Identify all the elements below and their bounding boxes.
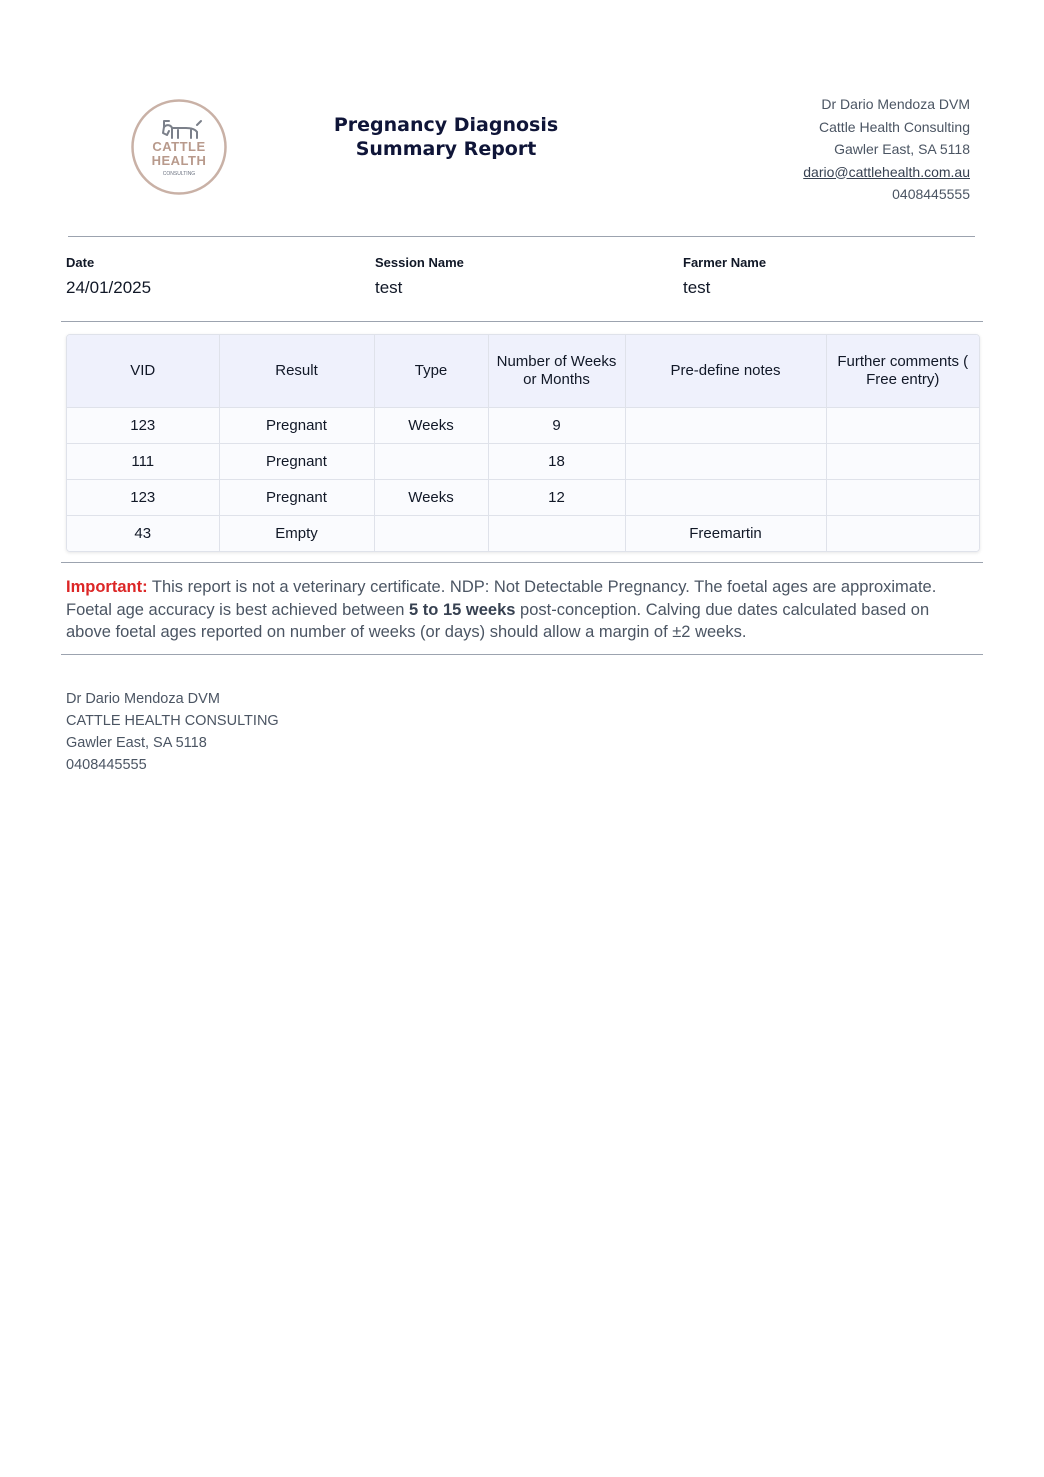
footer-name: Dr Dario Mendoza DVM	[66, 691, 220, 707]
session-name-label: Session Name	[375, 255, 464, 270]
column-header-result: Result	[219, 335, 374, 408]
farmer-name-field	[683, 255, 766, 298]
cell-number: 12	[488, 480, 625, 516]
cell-notes	[625, 444, 826, 480]
important-text-bold: 5 to 15 weeks	[409, 600, 516, 619]
column-header-notes: Pre-define notes	[625, 335, 826, 408]
cell-comments	[826, 408, 979, 444]
report-title-line2: Summary Report	[355, 138, 537, 160]
table-divider	[61, 562, 983, 563]
session-name-field	[375, 255, 464, 298]
results-table	[67, 335, 979, 551]
footer-signature	[66, 688, 279, 776]
footer-phone: 0408445555	[66, 757, 147, 773]
cell-vid: 123	[67, 408, 219, 444]
column-header-vid: VID	[67, 335, 219, 408]
contact-email-link[interactable]: dario@cattlehealth.com.au	[803, 163, 970, 180]
contact-phone: 0408445555	[892, 186, 970, 202]
column-header-type: Type	[374, 335, 488, 408]
report-title-line1: Pregnancy Diagnosis	[333, 114, 559, 136]
cell-type	[374, 516, 488, 552]
cell-comments	[826, 516, 979, 552]
farmer-name-value: test	[683, 278, 711, 297]
important-label: Important:	[66, 578, 148, 596]
cell-result: Pregnant	[219, 480, 374, 516]
date-value: 24/01/2025	[66, 278, 152, 297]
cell-vid: 111	[67, 444, 219, 480]
cell-number: 9	[488, 408, 625, 444]
cell-comments	[826, 444, 979, 480]
cell-type: Weeks	[374, 480, 488, 516]
cow-icon	[163, 121, 201, 138]
cell-number: 18	[488, 444, 625, 480]
table-row	[67, 516, 979, 552]
logo-text-line1: CATTLE	[152, 139, 206, 154]
column-header-comments: Further comments ( Free entry)	[826, 335, 979, 408]
header-divider	[68, 236, 975, 237]
date-field	[66, 255, 151, 298]
logo-text-line2: HEALTH	[151, 153, 207, 168]
footer-company: CATTLE HEALTH CONSULTING	[66, 713, 279, 729]
cell-type	[374, 444, 488, 480]
results-table-container	[66, 334, 980, 552]
company-logo	[131, 99, 227, 195]
cell-result: Pregnant	[219, 408, 374, 444]
cell-comments	[826, 480, 979, 516]
contact-block	[803, 93, 970, 206]
table-row	[67, 408, 979, 444]
cell-type: Weeks	[374, 408, 488, 444]
cell-notes	[625, 408, 826, 444]
column-header-number: Number of Weeks or Months	[488, 335, 625, 408]
contact-name: Dr Dario Mendoza DVM	[821, 96, 970, 112]
table-header-row	[67, 335, 979, 408]
info-divider	[61, 321, 983, 322]
cell-vid: 123	[67, 480, 219, 516]
table-row	[67, 444, 979, 480]
important-text-part2: post-conception. Calving due dates calculated based on above foetal ages reported on number of weeks (or days) should allow a margin of ±2 weeks.	[66, 600, 930, 641]
notice-divider	[61, 654, 983, 655]
contact-address: Gawler East, SA 5118	[834, 141, 970, 157]
cell-result: Empty	[219, 516, 374, 552]
report-title	[300, 113, 592, 161]
cell-notes	[625, 480, 826, 516]
cell-number	[488, 516, 625, 552]
important-notice	[66, 576, 966, 644]
cell-result: Pregnant	[219, 444, 374, 480]
table-row	[67, 480, 979, 516]
contact-company: Cattle Health Consulting	[819, 118, 970, 135]
farmer-name-label: Farmer Name	[683, 255, 767, 270]
date-label: Date	[66, 255, 95, 270]
logo-text-line3: CONSULTING	[162, 171, 196, 177]
session-name-value: test	[375, 278, 403, 297]
footer-address: Gawler East, SA 5118	[66, 735, 207, 751]
important-text-part1: This report is not a veterinary certificate. NDP: Not Detectable Pregnancy. The foetal ages are approximate. Foetal age accuracy is best achieved between	[66, 578, 937, 619]
cell-notes: Freemartin	[625, 516, 826, 552]
cell-vid: 43	[67, 516, 219, 552]
